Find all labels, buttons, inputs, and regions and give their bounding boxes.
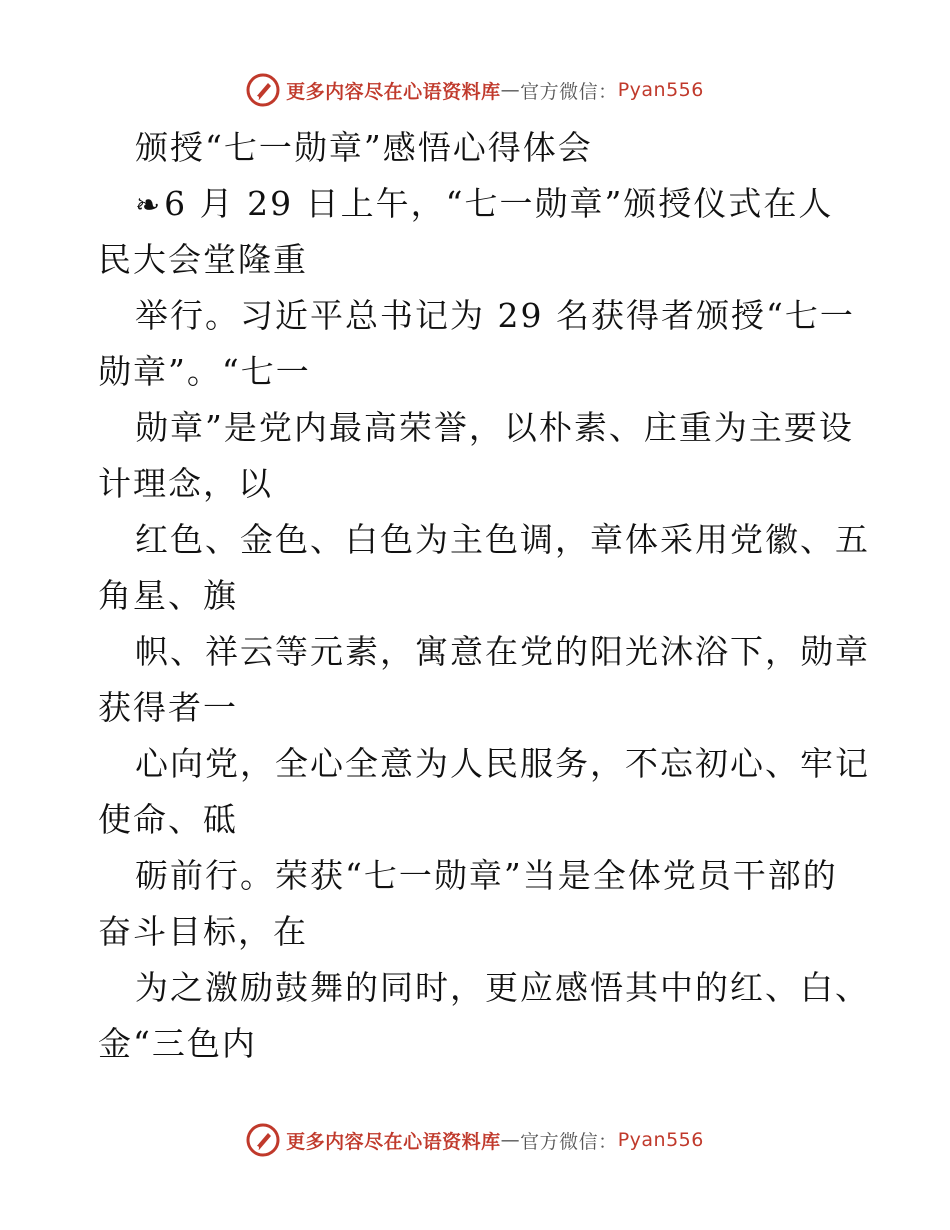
- paragraph-line: 角星、旗: [98, 576, 238, 615]
- paragraph-line: 民大会堂隆重: [98, 240, 308, 279]
- paragraph-line: 心向党，全心全意为人民服务，不忘初心、牢记: [135, 744, 870, 783]
- footer-watermark: [0, 1120, 950, 1160]
- paragraph-line: 红色、金色、白色为主色调，章体采用党徽、五: [135, 520, 870, 559]
- pen-nib-logo-icon: [246, 1123, 280, 1157]
- paragraph-line: 帜、祥云等元素，寓意在党的阳光沐浴下，勋章: [135, 632, 870, 671]
- watermark-contact-label: 官方微信：: [520, 1130, 618, 1153]
- header-watermark: [0, 70, 950, 110]
- watermark-contact-id: Pyan556: [617, 1129, 704, 1151]
- paragraph-line: 获得者一: [98, 688, 238, 727]
- watermark-separator: —: [500, 79, 521, 101]
- paragraph-line: 使命、砥: [98, 800, 238, 839]
- watermark-contact-label: 官方微信：: [520, 80, 618, 103]
- paragraph-line-text: 6 月 29 日上午，“七一勋章”颁授仪式在人: [164, 184, 834, 223]
- document-title: 颁授“七一勋章”感悟心得体会: [135, 128, 593, 167]
- paragraph-line: 计理念，以: [98, 464, 273, 503]
- watermark-separator: —: [500, 1129, 521, 1151]
- document-body: [98, 120, 870, 1072]
- paragraph-line: 金“三色内: [98, 1024, 257, 1063]
- watermark-brand: 更多内容尽在心语资料库: [286, 1130, 501, 1153]
- flower-ornament-icon: ❧: [135, 188, 163, 223]
- paragraph-line: 举行。习近平总书记为 29 名获得者颁授“七一: [135, 296, 855, 335]
- paragraph-line: 为之激励鼓舞的同时，更应感悟其中的红、白、: [135, 968, 870, 1007]
- paragraph-line: 勋章”是党内最高荣誉，以朴素、庄重为主要设: [135, 408, 854, 447]
- paragraph-line: 勋章”。“七一: [98, 352, 311, 391]
- watermark-brand: 更多内容尽在心语资料库: [286, 80, 501, 103]
- paragraph-line: [98, 176, 858, 232]
- watermark-contact-id: Pyan556: [617, 79, 704, 101]
- pen-nib-logo-icon: [246, 73, 280, 107]
- paragraph-line: 砺前行。荣获“七一勋章”当是全体党员干部的: [135, 856, 838, 895]
- paragraph-line: 奋斗目标，在: [98, 912, 308, 951]
